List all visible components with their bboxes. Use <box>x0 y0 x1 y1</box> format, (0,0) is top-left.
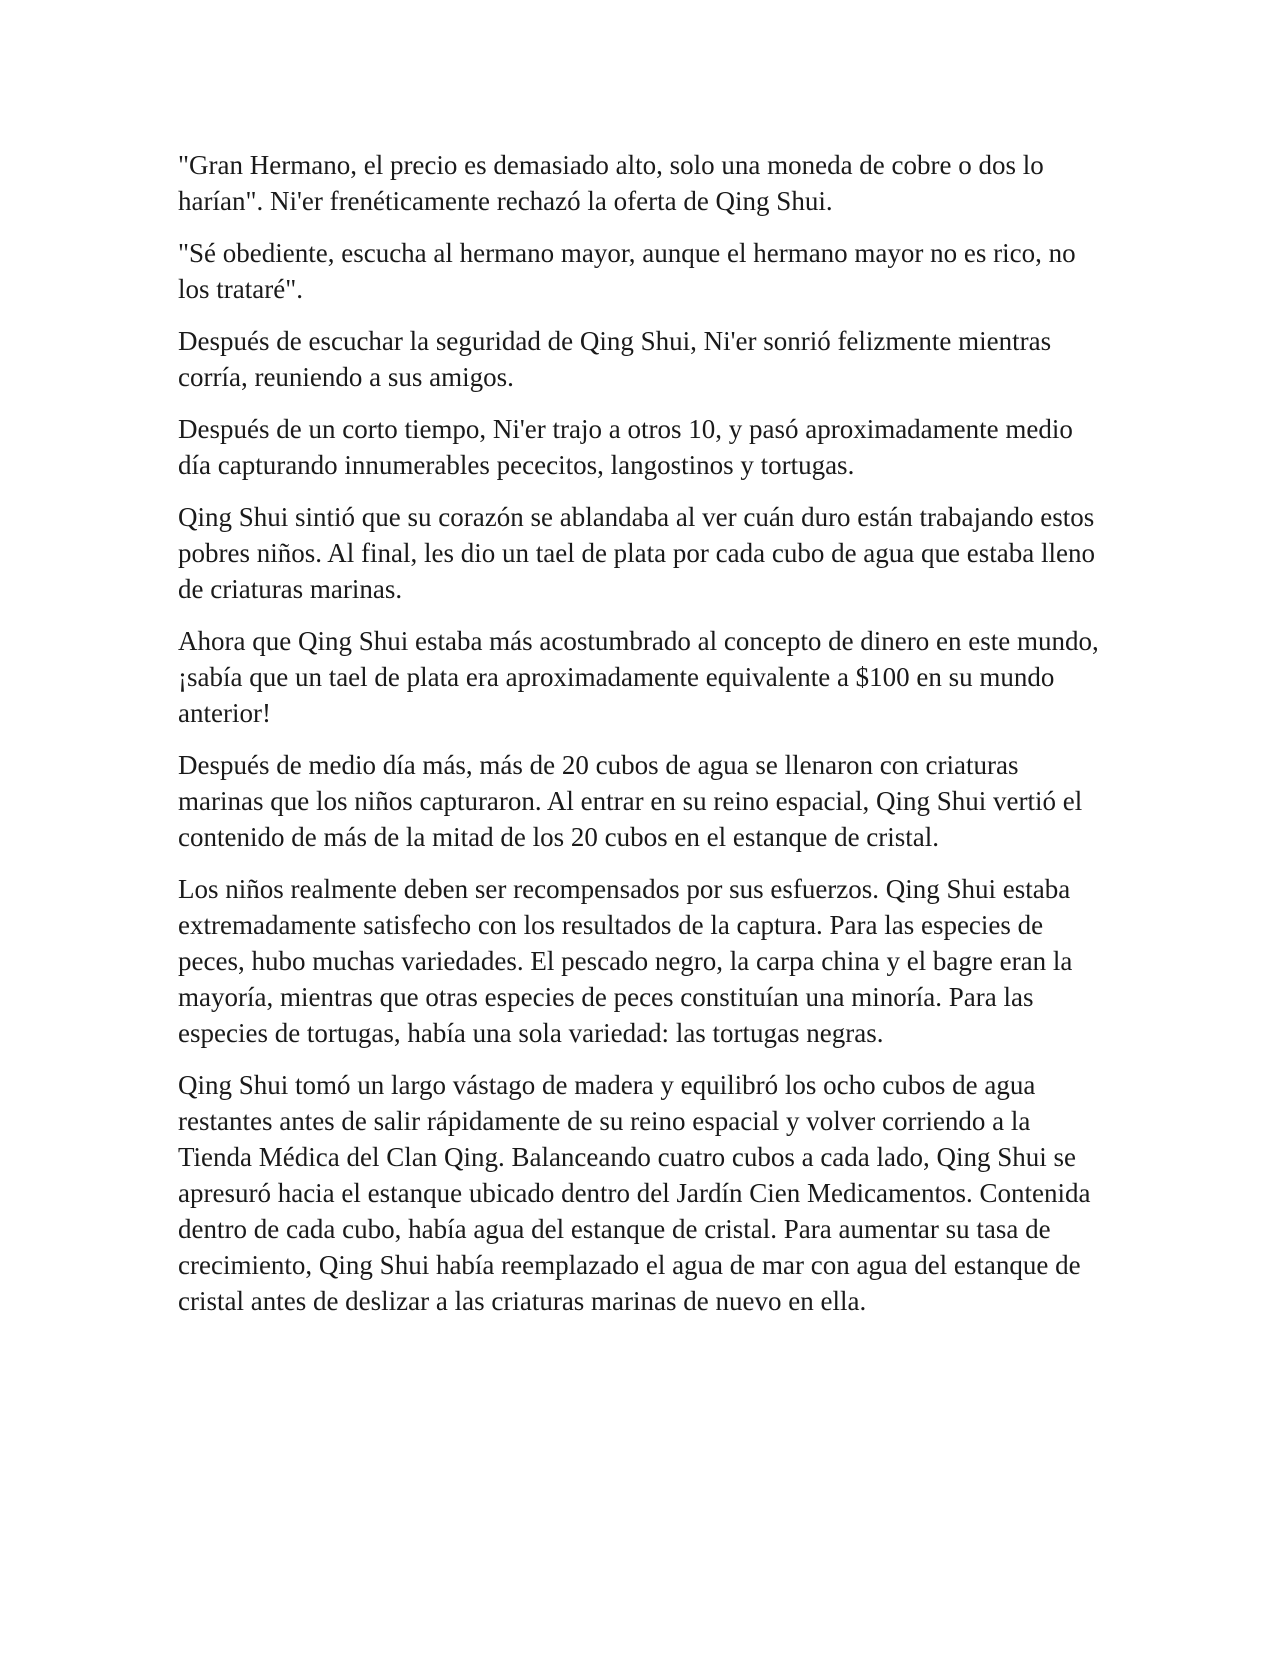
document-body <box>178 147 1108 1335</box>
paragraph-9: Qing Shui tomó un largo vástago de madera y equilibró los ocho cubos de agua restantes antes de salir rápidamente de su reino espacial y volver corriendo a la Tienda Médica del Clan Qing. Balanceando cuatro cubos a cada lado, Qing Shui se apresuró hacia el estanque ubicado dentro del Jardín Cien Medicamentos. Contenida dentro de cada cubo, había agua del estanque de cristal. Para aumentar su tasa de crecimiento, Qing Shui había reemplazado el agua de mar con agua del estanque de cristal antes de deslizar a las criaturas marinas de nuevo en ella. <box>178 1070 1091 1316</box>
paragraph-2: "Sé obediente, escucha al hermano mayor, aunque el hermano mayor no es rico, no los trataré". <box>178 238 1076 304</box>
paragraph-8: Los niños realmente deben ser recompensados por sus esfuerzos. Qing Shui estaba extremadamente satisfecho con los resultados de la captura. Para las especies de peces, hubo muchas variedades. El pescado negro, la carpa china y el bagre eran la mayoría, mientras que otras especies de peces constituían una minoría. Para las especies de tortugas, había una sola variedad: las tortugas negras. <box>178 874 1073 1048</box>
paragraph-6: Ahora que Qing Shui estaba más acostumbrado al concepto de dinero en este mundo, ¡sabía que un tael de plata era aproximadamente equivalente a $100 en su mundo anterior! <box>178 626 1099 728</box>
paragraph-1: "Gran Hermano, el precio es demasiado alto, solo una moneda de cobre o dos lo harían". Ni'er frenéticamente rechazó la oferta de Qing Shui. <box>178 150 1044 216</box>
paragraph-3: Después de escuchar la seguridad de Qing Shui, Ni'er sonrió felizmente mientras corría, reuniendo a sus amigos. <box>178 326 1052 392</box>
paragraph-4: Después de un corto tiempo, Ni'er trajo a otros 10, y pasó aproximadamente medio día capturando innumerables pececitos, langostinos y tortugas. <box>178 414 1073 480</box>
paragraph-7: Después de medio día más, más de 20 cubos de agua se llenaron con criaturas marinas que los niños capturaron. Al entrar en su reino espacial, Qing Shui vertió el contenido de más de la mitad de los 20 cubos en el estanque de cristal. <box>178 750 1083 852</box>
paragraph-5: Qing Shui sintió que su corazón se ablandaba al ver cuán duro están trabajando estos pobres niños. Al final, les dio un tael de plata por cada cubo de agua que estaba lleno de criaturas marinas. <box>178 502 1095 604</box>
